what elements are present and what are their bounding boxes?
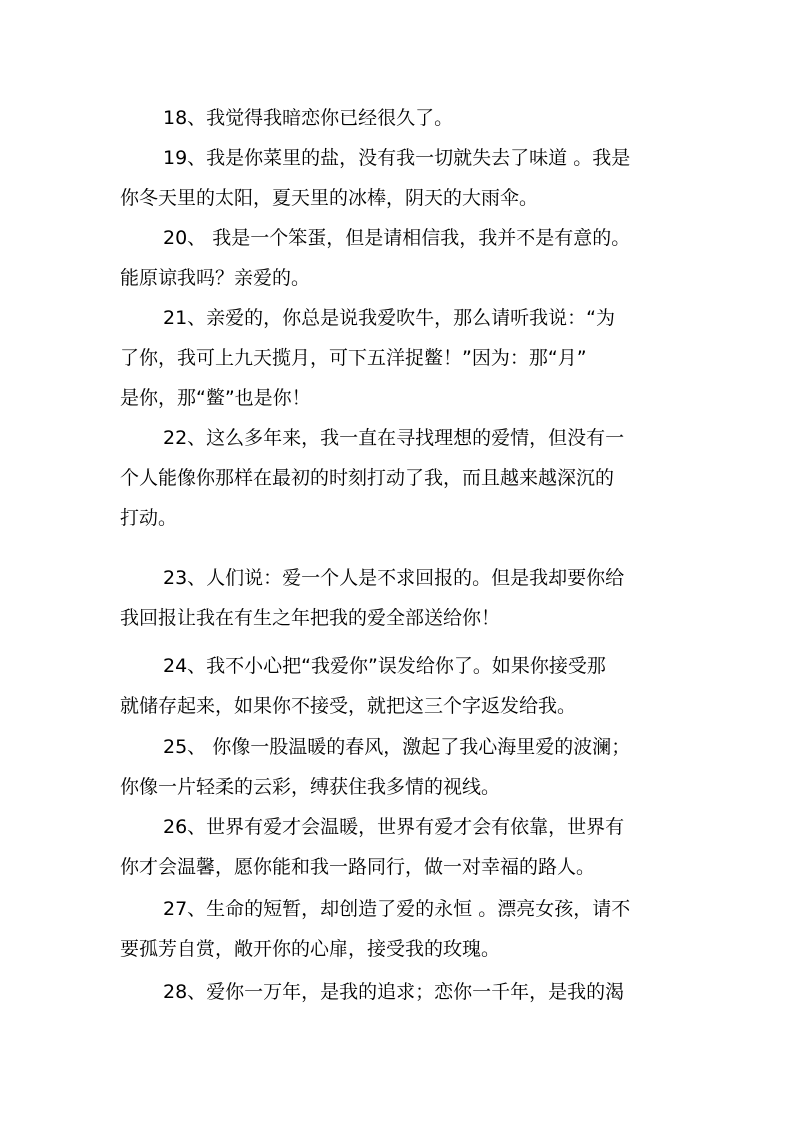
paragraph-19 [120,138,700,218]
text-line: 23、人们说：爱一个人是不求回报的。但是我却要你给 [163,567,625,589]
text-line: 19、我是你菜里的盐，没有我一切就失去了味道 。我是 [163,147,631,169]
text-line: 你像一片轻柔的云彩，缚获住我多情的视线。 [120,776,501,798]
paragraph-23 [120,558,700,638]
text-line: 个人能像你那样在最初的时刻打动了我，而且越来越深沉的 [120,467,615,489]
text-line: 了你，我可上九天揽月，可下五洋捉鳖！”因为：那“月” [120,347,587,369]
text-line: 20、 我是一个笨蛋，但是请相信我，我并不是有意的。 [163,227,631,249]
text-line: 要孤芳自赏，敞开你的心扉，接受我的玫瑰。 [120,938,501,960]
text-line: 21、亲爱的，你总是说我爱吹牛，那么请听我说：“为 [163,307,616,329]
text-line: 能原谅我吗？亲爱的。 [120,267,311,289]
paragraph-26 [120,807,700,887]
paragraph-18 [120,98,700,138]
text-line: 18、我觉得我暗恋你已经很久了。 [163,107,454,129]
paragraph-28 [120,972,700,1012]
text-line: 打动。 [120,507,178,529]
text-line: 24、我不小心把“我爱你”误发给你了。如果你接受那 [163,655,606,677]
paragraph-27 [120,889,700,969]
text-line: 你才会温馨，愿你能和我一路同行，做一对幸福的路人。 [120,856,596,878]
text-line: 27、生命的短暂，却创造了爱的永恒 。漂亮女孩，请不 [163,898,631,920]
paragraph-21 [120,298,700,418]
text-line: 28、爱你一万年，是我的追求；恋你一千年，是我的渴 [163,981,625,1003]
text-line: 22、这么多年来，我一直在寻找理想的爱情，但没有一 [163,427,625,449]
text-line: 你冬天里的太阳，夏天里的冰棒，阴天的大雨伞。 [120,187,539,209]
text-line: 我回报让我在有生之年把我的爱全部送给你！ [120,607,501,629]
paragraph-24 [120,646,700,726]
paragraph-25 [120,727,700,807]
paragraph-22 [120,418,700,538]
text-line: 就储存起来，如果你不接受，就把这三个字返发给我。 [120,695,577,717]
paragraph-20 [120,218,700,298]
text-line: 25、 你像一股温暖的春风，激起了我心海里爱的波澜； [163,736,631,758]
text-line: 26、世界有爱才会温暖，世界有爱才会有依靠，世界有 [163,816,625,838]
text-line: 是你，那“鳖”也是你！ [120,387,311,409]
